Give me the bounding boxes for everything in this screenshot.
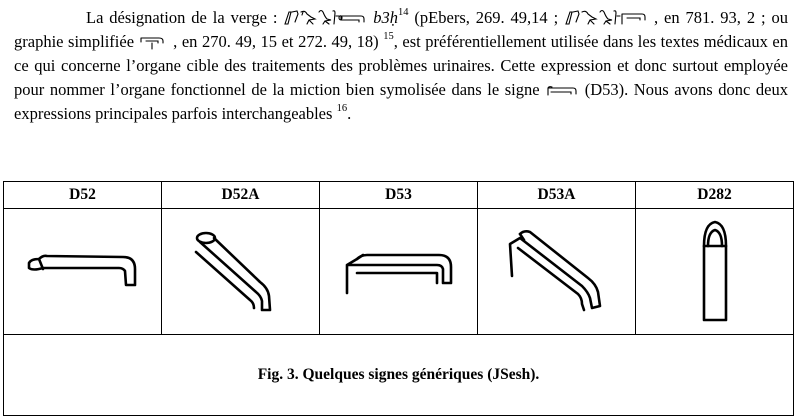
cell-d53: [320, 209, 478, 335]
table-signs-row: [4, 209, 794, 335]
cell-d52: [4, 209, 162, 335]
hieroglyph-group-icon: [283, 8, 367, 26]
footnote-ref-14[interactable]: 14: [398, 6, 409, 18]
text-segment: (D53). Nous avons donc deux expressions principales parfois interchangeables: [14, 80, 788, 123]
table-caption-row: [4, 334, 794, 415]
hieroglyph-d53-inline-icon: [545, 84, 579, 98]
text-segment: .: [347, 104, 352, 123]
cell-d53a: [478, 209, 636, 335]
phallus-d282-icon: [690, 216, 740, 326]
body-paragraph: [14, 6, 788, 126]
hieroglyph-simplified-icon: [139, 32, 169, 50]
signs-table: [3, 181, 794, 416]
text-segment: (pEbers, 269. 49,14 ;: [408, 8, 565, 27]
table-header-row: [4, 182, 794, 209]
header-d53a: D53A: [478, 182, 636, 209]
cell-d282: [636, 209, 794, 335]
footnote-ref-16[interactable]: 16: [336, 102, 348, 114]
header-d52: D52: [4, 182, 162, 209]
cell-d52a: [162, 209, 320, 335]
text-segment: , en 270. 49, 15 et 272. 49, 18): [168, 32, 384, 51]
phallus-d53a-icon: [502, 226, 612, 316]
text-segment: , en 781. 93, 2 ; ou graphie simplifiée: [14, 8, 788, 51]
figure-caption: Fig. 3. Quelques signes génériques (JSesh).: [4, 334, 794, 415]
header-d282: D282: [636, 182, 794, 209]
phallus-d52-icon: [23, 241, 143, 301]
phallus-d53-icon: [339, 241, 459, 301]
transliteration: b3ḥ: [373, 8, 399, 27]
footnote-ref-15[interactable]: 15: [383, 30, 394, 42]
text-segment: , est préférentiellement utilisée dans les textes médicaux en ce qui concerne l’organe cible des traitements des problèmes urinaires. Cette expression et donc surtout employée pour nommer l’organe fonctionnel de la miction bien symolisée dans le signe: [14, 32, 788, 99]
hieroglyph-group-variant-icon: [564, 8, 648, 26]
text-segment: La désignation de la verge :: [86, 8, 284, 27]
header-d52a: D52A: [162, 182, 320, 209]
header-d53: D53: [320, 182, 478, 209]
phallus-d52a-icon: [186, 226, 296, 316]
